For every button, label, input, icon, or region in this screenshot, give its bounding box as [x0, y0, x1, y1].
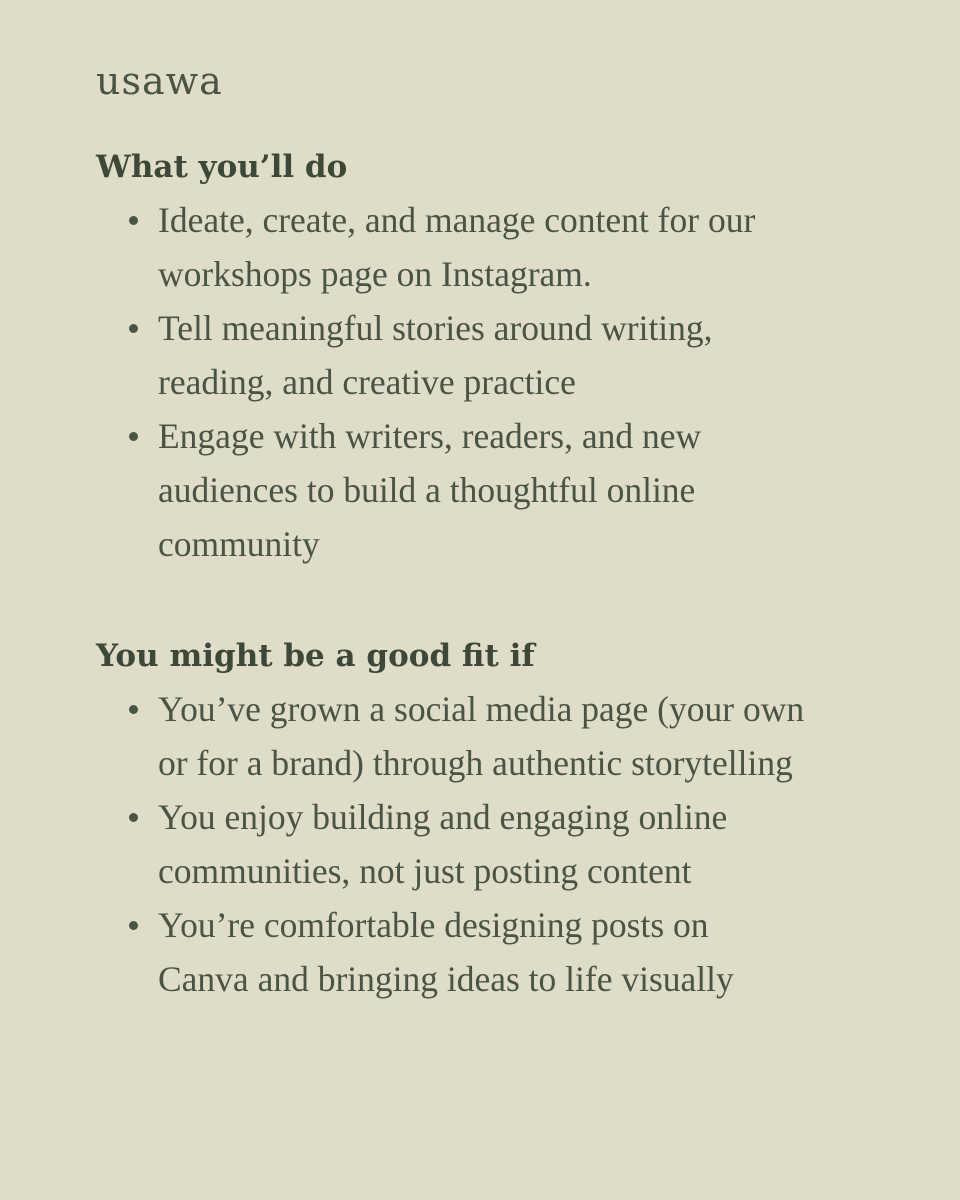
section-heading: What you’ll do	[96, 149, 348, 185]
list-item-line: Ideate, create, and manage content for our	[158, 200, 756, 240]
what-youll-do-section	[96, 141, 886, 571]
bullet-icon	[129, 216, 138, 225]
list-item-line: workshops page on Instagram.	[158, 254, 592, 294]
list-item	[96, 790, 886, 898]
section-heading: You might be a good fit if	[96, 638, 535, 674]
list-item-line: Engage with writers, readers, and new	[158, 416, 702, 456]
list-item	[96, 193, 886, 301]
list-item-line: reading, and creative practice	[158, 362, 576, 402]
bullet-icon	[129, 921, 138, 930]
list-item	[96, 898, 886, 1006]
list-item-line: You’ve grown a social media page (your own	[158, 689, 805, 729]
list-item-line: communities, not just posting content	[158, 851, 692, 891]
duties-list	[96, 193, 886, 571]
qualifications-list	[96, 682, 886, 1006]
bullet-icon	[129, 324, 138, 333]
list-item	[96, 682, 886, 790]
list-item-line: or for a brand) through authentic storytelling	[158, 743, 793, 783]
list-item-line: Tell meaningful stories around writing,	[158, 308, 713, 348]
list-item-line: You’re comfortable designing posts on	[158, 905, 709, 945]
bullet-icon	[129, 813, 138, 822]
list-item-line: audiences to build a thoughtful online	[158, 470, 696, 510]
brand-logo: usawa	[96, 59, 223, 103]
bullet-icon	[129, 432, 138, 441]
list-item-line: Canva and bringing ideas to life visually	[158, 959, 734, 999]
list-item-line: community	[158, 524, 320, 564]
bullet-icon	[129, 705, 138, 714]
list-item-line: You enjoy building and engaging online	[158, 797, 728, 837]
list-item	[96, 301, 886, 409]
list-item	[96, 409, 886, 571]
good-fit-section	[96, 630, 886, 1006]
